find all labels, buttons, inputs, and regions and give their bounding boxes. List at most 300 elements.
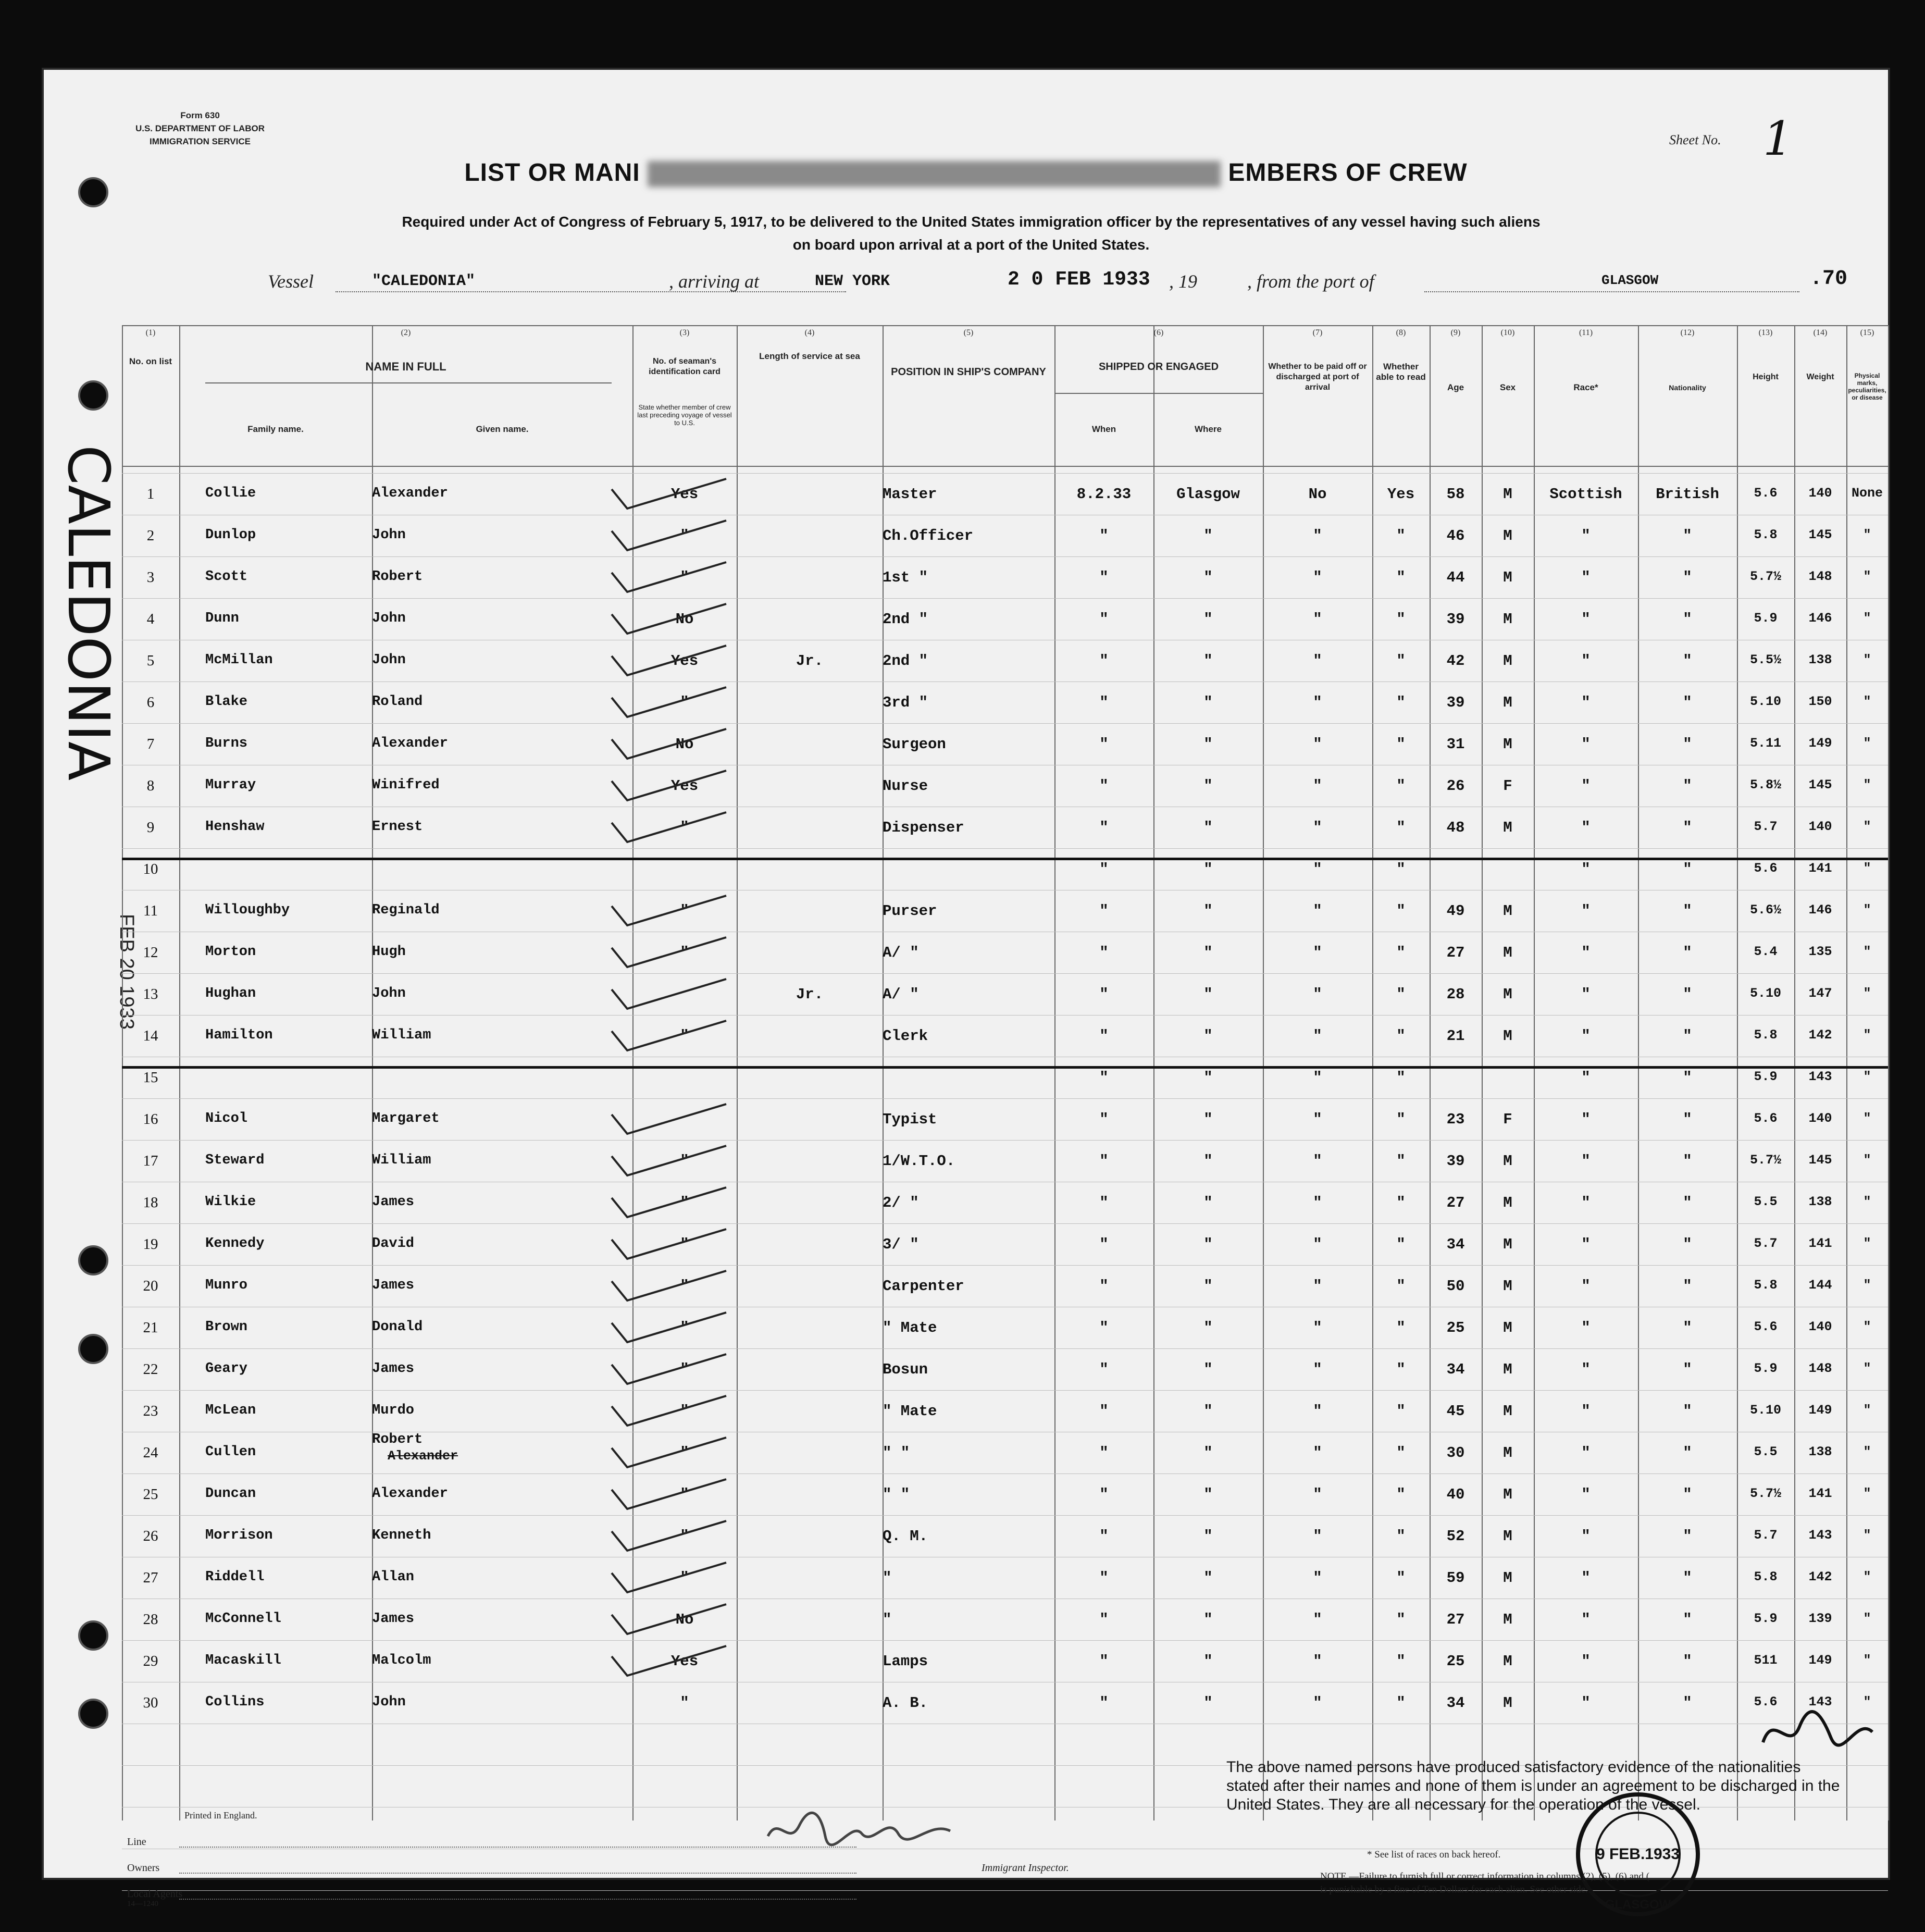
department-name: U.S. DEPARTMENT OF LABOR [135, 123, 265, 133]
header-name-in-full: NAME IN FULL [365, 360, 446, 373]
cell-marks: " [1863, 1444, 1871, 1459]
cell-family: Henshaw [205, 819, 265, 835]
cell-weight: 149 [1808, 1653, 1832, 1668]
cell-where: " [1203, 1153, 1213, 1170]
printed-in-england: Printed in England. [184, 1810, 257, 1820]
manifest-sheet [42, 68, 1890, 1912]
header-weight: Weight [1806, 373, 1834, 381]
cell-race: " [1581, 527, 1591, 544]
owners-label: Owners [127, 1862, 160, 1874]
cell-position: Ch.Officer [883, 527, 974, 544]
cell-read: " [1396, 1111, 1406, 1128]
cell-family: Riddell [205, 1569, 265, 1585]
cell-age: 30 [1446, 1444, 1465, 1462]
cell-card: " [680, 1444, 689, 1462]
cell-weight: 143 [1808, 1694, 1832, 1710]
cell-marks: " [1863, 1236, 1871, 1251]
cell-card: " [680, 1361, 689, 1378]
cell-sex: M [1503, 1569, 1512, 1587]
cell-age: 39 [1446, 1153, 1465, 1170]
cell-card: " [680, 1528, 689, 1545]
cell-read: " [1396, 694, 1406, 711]
cell-weight: 143 [1808, 1069, 1832, 1084]
cell-position: " [883, 1611, 892, 1628]
cell-where: " [1203, 1027, 1213, 1045]
cell-race: " [1581, 1653, 1591, 1670]
cell-height: 5.6 [1754, 1319, 1778, 1334]
cell-when: " [1099, 569, 1109, 586]
check-mark-icon [606, 1435, 685, 1466]
date-margin-stamp: FEB 20 1933 [116, 914, 138, 1030]
cell-height: 5.7 [1754, 1236, 1778, 1251]
cell-paid: " [1313, 1111, 1322, 1128]
cell-weight: 147 [1808, 986, 1832, 1001]
cell-sex: M [1503, 902, 1512, 920]
cell-given: John [372, 986, 406, 1001]
colnum-2: (2) [401, 328, 411, 337]
cell-when: " [1099, 1319, 1109, 1336]
cell-no: 4 [146, 611, 155, 627]
cell-read: " [1396, 1403, 1406, 1420]
cell-when: " [1099, 861, 1109, 878]
cell-sex: M [1503, 1486, 1512, 1503]
cell-card: Yes [670, 652, 699, 670]
header-family-name: Family name. [247, 424, 304, 434]
cell-weight: 145 [1808, 777, 1832, 792]
cell-where: " [1203, 1361, 1213, 1378]
cell-age: 59 [1446, 1569, 1465, 1587]
cell-given: John [372, 527, 406, 543]
cell-when: " [1099, 527, 1109, 544]
table-row [122, 976, 1888, 1018]
cell-sex: M [1503, 527, 1512, 544]
cell-when: " [1099, 1694, 1109, 1712]
cell-card: " [680, 1319, 689, 1336]
cell-read: " [1396, 1153, 1406, 1170]
cell-position: Purser [883, 902, 937, 920]
cell-position: Nurse [883, 777, 928, 795]
table-row [122, 1101, 1888, 1143]
cell-age: 44 [1446, 569, 1465, 586]
cell-nat: " [1683, 1569, 1692, 1587]
cell-read: " [1396, 736, 1406, 753]
colnum-8: (8) [1396, 328, 1406, 337]
cell-paid: " [1313, 1403, 1322, 1420]
cell-nat: " [1683, 652, 1692, 670]
table-row [122, 1643, 1888, 1685]
cell-when: " [1099, 1194, 1109, 1211]
cell-age: 27 [1446, 944, 1465, 961]
cell-where: " [1203, 527, 1213, 544]
binder-hole [78, 380, 108, 411]
departure-port: GLASGOW [1601, 273, 1659, 288]
cell-height: 5.6 [1754, 1694, 1778, 1710]
cell-height: 5.8 [1754, 1569, 1778, 1584]
cell-age: 27 [1446, 1194, 1465, 1211]
cell-sex: F [1503, 1111, 1512, 1128]
check-mark-icon [606, 1560, 685, 1591]
stamp-date: 9 FEB.1933 [1596, 1846, 1680, 1863]
glasgow-stamp [1573, 1789, 1703, 1919]
title-obscured-area [648, 161, 1221, 187]
check-mark-icon [606, 643, 685, 674]
cell-height: 5.10 [1749, 1403, 1781, 1418]
vessel-label: Vessel [268, 271, 314, 292]
cell-marks: " [1863, 611, 1871, 626]
crew-table [122, 325, 1888, 1810]
cell-height: 5.8 [1754, 1278, 1778, 1293]
cell-sex: M [1503, 569, 1512, 586]
cell-where: Glasgow [1176, 486, 1240, 503]
cell-read: " [1396, 1278, 1406, 1295]
cell-read: " [1396, 1361, 1406, 1378]
master-signature [1753, 1701, 1888, 1763]
cell-race: " [1581, 652, 1591, 670]
cell-race: " [1581, 777, 1591, 795]
cell-age: 25 [1446, 1653, 1465, 1670]
cell-height: 5.6 [1754, 1111, 1778, 1126]
cell-no: 11 [143, 902, 158, 919]
table-row [122, 1393, 1888, 1435]
cell-race: " [1581, 819, 1591, 836]
cell-marks: " [1863, 986, 1871, 1001]
cell-race: " [1581, 1278, 1591, 1295]
cell-sex: M [1503, 1194, 1512, 1211]
cell-paid: " [1313, 1027, 1322, 1045]
year-label: , 19 [1169, 271, 1197, 292]
cell-age: 40 [1446, 1486, 1465, 1503]
cell-given: Alexander [372, 486, 448, 501]
cell-read: " [1396, 1027, 1406, 1045]
colnum-6: (6) [1153, 328, 1164, 337]
cell-no: 18 [143, 1194, 158, 1211]
cell-given: William [372, 1153, 431, 1168]
cell-family: McMillan [205, 652, 273, 668]
cell-nat: " [1683, 1153, 1692, 1170]
cell-when: " [1099, 1653, 1109, 1670]
cell-sex: M [1503, 611, 1512, 628]
cell-when: " [1099, 1403, 1109, 1420]
cell-card: No [675, 1611, 694, 1628]
cell-where: " [1203, 1194, 1213, 1211]
cell-card: " [680, 819, 689, 836]
check-mark-icon [606, 1518, 685, 1550]
cell-nat: " [1683, 1361, 1692, 1378]
cell-race: " [1581, 1236, 1591, 1253]
cell-paid: " [1313, 1361, 1322, 1378]
table-row [122, 768, 1888, 810]
cell-given: Alexander [372, 736, 448, 751]
check-mark-icon [606, 1018, 685, 1049]
cell-when: " [1099, 1569, 1109, 1587]
cell-age: 26 [1446, 777, 1465, 795]
cell-age: 42 [1446, 652, 1465, 670]
cell-marks: " [1863, 1528, 1871, 1543]
cell-no: 2 [146, 527, 155, 544]
colnum-11: (11) [1579, 328, 1593, 337]
cell-marks: " [1863, 1153, 1871, 1168]
cell-race: " [1581, 1486, 1591, 1503]
header-no-on-list: No. on list [129, 356, 172, 366]
cell-height: 5.6 [1754, 486, 1778, 501]
cell-marks: " [1863, 1611, 1871, 1626]
cell-no: 15 [143, 1069, 158, 1086]
cell-weight: 142 [1808, 1569, 1832, 1584]
cell-age: 46 [1446, 527, 1465, 544]
sheet-number-value: 1 [1763, 112, 1793, 166]
table-row [122, 601, 1888, 643]
cell-given: David [372, 1236, 415, 1252]
cell-card: " [680, 944, 689, 961]
cell-weight: 140 [1808, 819, 1832, 834]
cell-nat: " [1683, 902, 1692, 920]
cell-family: Cullen [205, 1444, 256, 1460]
cell-race: " [1581, 1444, 1591, 1462]
check-mark-icon [606, 1643, 685, 1675]
binder-hole [78, 1699, 108, 1729]
cell-when: " [1099, 1236, 1109, 1253]
cell-given: Robert [372, 569, 423, 585]
cell-service: Jr. [796, 986, 824, 1003]
cell-height: 511 [1754, 1653, 1778, 1668]
cell-where: " [1203, 1569, 1213, 1587]
cell-nat: " [1683, 1653, 1692, 1670]
stamp-place: GLASGOW [1605, 1898, 1671, 1912]
cell-height: 5.7½ [1749, 1153, 1781, 1168]
cell-weight: 146 [1808, 611, 1832, 626]
cell-sex: M [1503, 819, 1512, 836]
cell-position: " [883, 1569, 892, 1587]
header-physical-marks: Physical marks, peculiarities, or disease [1848, 372, 1886, 401]
cell-nat: " [1683, 1528, 1692, 1545]
table-row [122, 810, 1888, 851]
colnum-5: (5) [963, 328, 974, 337]
cell-nat: " [1683, 736, 1692, 753]
check-mark-icon [606, 518, 685, 549]
cell-when: " [1099, 1611, 1109, 1628]
cell-marks: " [1863, 1569, 1871, 1584]
check-mark-icon [606, 1268, 685, 1299]
cell-read: " [1396, 1194, 1406, 1211]
cell-position: 2nd " [883, 611, 928, 628]
table-row [122, 1018, 1888, 1060]
cell-read: " [1396, 861, 1406, 878]
title-right: EMBERS OF CREW [1228, 159, 1468, 187]
races-note: * See list of races on back hereof. [1367, 1849, 1501, 1860]
cell-no: 29 [143, 1653, 158, 1669]
cell-weight: 142 [1808, 1027, 1832, 1043]
cell-height: 5.8 [1754, 1027, 1778, 1043]
cell-paid: " [1313, 1486, 1322, 1503]
cell-read: " [1396, 611, 1406, 628]
cell-where: " [1203, 1319, 1213, 1336]
cell-nat: " [1683, 1069, 1692, 1086]
cell-position: Carpenter [883, 1278, 964, 1295]
check-mark-icon [606, 1185, 685, 1216]
cell-paid: " [1313, 1069, 1322, 1086]
cell-read: " [1396, 1444, 1406, 1462]
cell-family: Nicol [205, 1111, 248, 1126]
cell-marks: " [1863, 736, 1871, 751]
cell-given: Allan [372, 1569, 415, 1585]
check-mark-icon [606, 726, 685, 758]
cell-position: Bosun [883, 1361, 928, 1378]
vessel-margin-stamp [55, 445, 122, 914]
cell-weight: 146 [1808, 902, 1832, 918]
cell-marks: " [1863, 1403, 1871, 1418]
cell-age: 31 [1446, 736, 1465, 753]
cell-sex: M [1503, 1236, 1512, 1253]
cell-where: " [1203, 1278, 1213, 1295]
table-row [122, 685, 1888, 726]
cell-race: " [1581, 1528, 1591, 1545]
check-mark-icon [606, 601, 685, 633]
cell-height: 5.7 [1754, 819, 1778, 834]
cell-no: 10 [143, 861, 158, 877]
cell-sex: M [1503, 694, 1512, 711]
immigrant-inspector-label: Immigrant Inspector. [982, 1862, 1069, 1874]
cell-marks: " [1863, 1027, 1871, 1043]
header-able-to-read: Whether able to read [1376, 362, 1426, 382]
cell-marks: " [1863, 777, 1871, 792]
check-mark-icon [606, 893, 685, 924]
cell-nat: " [1683, 527, 1692, 544]
form-number: Form 630 [180, 110, 220, 120]
cell-race: " [1581, 986, 1591, 1003]
cell-age: 50 [1446, 1278, 1465, 1295]
page-title [44, 158, 1888, 187]
cell-marks: " [1863, 819, 1871, 834]
cell-when: " [1099, 1111, 1109, 1128]
cell-where: " [1203, 1403, 1213, 1420]
cell-race: " [1581, 569, 1591, 586]
cell-marks: " [1863, 1361, 1871, 1376]
cell-family: Blake [205, 694, 248, 710]
cell-height: 5.9 [1754, 1361, 1778, 1376]
local-agents-label: Local Agents [127, 1888, 183, 1900]
cell-when: " [1099, 1278, 1109, 1295]
cell-weight: 135 [1808, 944, 1832, 959]
cell-position: A. B. [883, 1694, 928, 1712]
cell-read: " [1396, 1319, 1406, 1336]
cell-given: James [372, 1194, 415, 1210]
cell-read: " [1396, 944, 1406, 961]
cell-race: " [1581, 1194, 1591, 1211]
header-shipped-engaged: SHIPPED OR ENGAGED [1098, 361, 1219, 373]
cell-weight: 140 [1808, 1319, 1832, 1334]
cell-when: " [1099, 1528, 1109, 1545]
cell-when: " [1099, 819, 1109, 836]
cell-marks: " [1863, 694, 1871, 709]
cell-paid: " [1313, 1319, 1322, 1336]
cell-read: " [1396, 986, 1406, 1003]
cell-nat: " [1683, 1194, 1692, 1211]
cell-age: 39 [1446, 611, 1465, 628]
header-when: When [1091, 424, 1116, 434]
cell-age: 48 [1446, 819, 1465, 836]
cell-age: 21 [1446, 1027, 1465, 1045]
cell-no: 12 [143, 944, 158, 961]
cell-height: 5.9 [1754, 1069, 1778, 1084]
table-row [122, 1227, 1888, 1268]
cell-height: 5.11 [1749, 736, 1781, 751]
cell-no: 20 [143, 1278, 158, 1294]
cell-weight: 141 [1808, 1486, 1832, 1501]
cell-family: Burns [205, 736, 248, 751]
cell-age: 25 [1446, 1319, 1465, 1336]
cell-height: 5.8½ [1749, 777, 1781, 792]
cell-weight: 138 [1808, 1444, 1832, 1459]
cell-read: " [1396, 902, 1406, 920]
cell-sex: F [1503, 777, 1512, 795]
header-age: Age [1447, 382, 1464, 392]
cell-height: 5.6½ [1749, 902, 1781, 918]
cell-position: 1/W.T.O. [883, 1153, 955, 1170]
header-where: Where [1195, 424, 1222, 434]
cell-position: Surgeon [883, 736, 946, 753]
cell-marks: " [1863, 1319, 1871, 1334]
cell-sex: M [1503, 1403, 1512, 1420]
cell-age: 34 [1446, 1694, 1465, 1712]
cell-no: 21 [143, 1319, 158, 1336]
cell-where: " [1203, 611, 1213, 628]
cell-sex: M [1503, 1528, 1512, 1545]
cell-no: 26 [143, 1528, 158, 1544]
cell-nat: " [1683, 1694, 1692, 1712]
cell-sex: M [1503, 1444, 1512, 1462]
cell-weight: 145 [1808, 527, 1832, 542]
cell-card: " [680, 1236, 689, 1253]
cell-no: 25 [143, 1486, 158, 1503]
cell-weight: 140 [1808, 486, 1832, 501]
cell-marks: None [1851, 486, 1883, 501]
cell-family: Steward [205, 1153, 265, 1168]
cell-card: No [675, 611, 694, 628]
cell-position: 2nd " [883, 652, 928, 670]
cell-paid: " [1313, 1569, 1322, 1587]
cell-where: " [1203, 902, 1213, 920]
struck-row-line [122, 858, 1888, 860]
cell-race: " [1581, 611, 1591, 628]
cell-paid: " [1313, 1611, 1322, 1628]
cell-position: 3rd " [883, 694, 928, 711]
cell-no: 28 [143, 1611, 158, 1628]
cell-when: " [1099, 902, 1109, 920]
cell-card: " [680, 902, 689, 920]
cell-race: " [1581, 1694, 1591, 1712]
cell-read: " [1396, 1611, 1406, 1628]
check-mark-icon [606, 768, 685, 799]
cell-weight: 149 [1808, 736, 1832, 751]
vessel-name: "CALEDONIA" [372, 273, 476, 290]
cell-nat: " [1683, 694, 1692, 711]
cell-read: " [1396, 1486, 1406, 1503]
cell-card: " [680, 1569, 689, 1587]
cell-height: 5.7½ [1749, 1486, 1781, 1501]
cell-nat: " [1683, 1319, 1692, 1336]
cell-paid: " [1313, 902, 1322, 920]
cell-no: 19 [143, 1236, 158, 1253]
cell-race: " [1581, 736, 1591, 753]
cell-position: " " [883, 1486, 910, 1503]
cell-family: Macaskill [205, 1653, 281, 1668]
cell-marks: " [1863, 861, 1871, 876]
cell-where: " [1203, 1694, 1213, 1712]
check-mark-icon [606, 976, 685, 1008]
cell-weight: 150 [1808, 694, 1832, 709]
header-given-name: Given name. [476, 424, 529, 434]
cell-no: 23 [143, 1403, 158, 1419]
